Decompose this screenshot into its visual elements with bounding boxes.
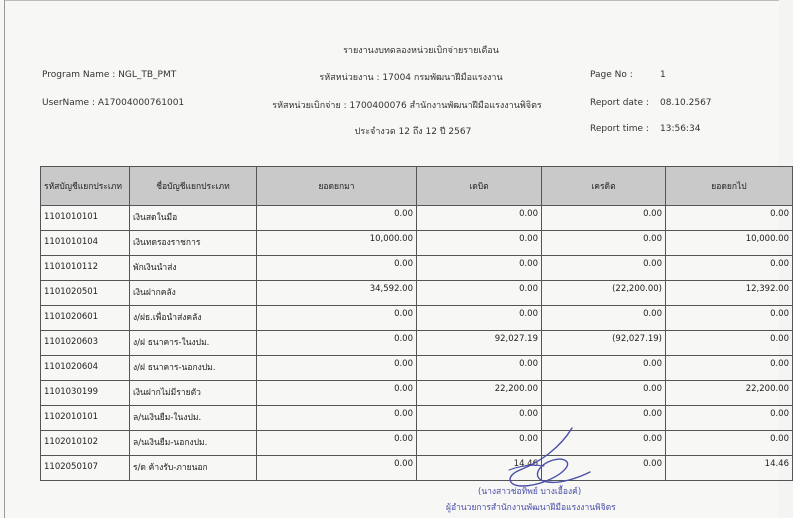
table-row <box>41 206 793 231</box>
table-row <box>41 456 793 481</box>
debit-amount: 0.00 <box>417 306 542 331</box>
carried-forward-amount: 12,392.00 <box>666 281 793 306</box>
report-date-label: Report date : <box>590 98 649 108</box>
column-header-brought-forward: ยอดยกมา <box>257 167 417 206</box>
agency: รหัสหน่วยงาน : 17004 กรมพัฒนาฝีมือแรงงาน <box>319 73 503 83</box>
account-code: 1102010102 <box>41 431 130 456</box>
credit-amount: 0.00 <box>542 306 666 331</box>
account-name: ง/ฝ ธนาคาร-นอกงปม. <box>130 356 257 381</box>
debit-amount: 0.00 <box>417 431 542 456</box>
credit-amount: 0.00 <box>542 256 666 281</box>
debit-amount: 0.00 <box>417 206 542 231</box>
credit-amount: 0.00 <box>542 406 666 431</box>
report-period: ประจำงวด 12 ถึง 12 ปี 2567 <box>354 127 472 137</box>
account-name: เงินฝากไม่มีรายตัว <box>130 381 257 406</box>
brought-forward-amount: 0.00 <box>257 206 417 231</box>
column-header-account-name: ชื่อบัญชีแยกประเภท <box>130 167 257 206</box>
debit-amount: 0.00 <box>417 406 542 431</box>
account-name: ล/นเงินยืม-ในงปม. <box>130 406 257 431</box>
column-header-account-code: รหัสบัญชีแยกประเภท <box>41 167 130 206</box>
trial-balance-table <box>40 166 793 481</box>
debit-amount: 14.46 <box>417 456 542 481</box>
table-row <box>41 406 793 431</box>
brought-forward-amount: 0.00 <box>257 356 417 381</box>
carried-forward-amount: 22,200.00 <box>666 381 793 406</box>
carried-forward-amount: 0.00 <box>666 331 793 356</box>
brought-forward-amount: 0.00 <box>257 306 417 331</box>
brought-forward-amount: 0.00 <box>257 256 417 281</box>
report-date-value: 08.10.2567 <box>660 98 712 108</box>
signer-name: (นางสาวช่อทิพย์ บางเอื้องค์) <box>478 487 582 497</box>
carried-forward-amount: 0.00 <box>666 206 793 231</box>
debit-amount: 22,200.00 <box>417 381 542 406</box>
table-row <box>41 431 793 456</box>
carried-forward-amount: 0.00 <box>666 306 793 331</box>
credit-amount: 0.00 <box>542 381 666 406</box>
brought-forward-amount: 0.00 <box>257 381 417 406</box>
debit-amount: 0.00 <box>417 281 542 306</box>
credit-amount: (92,027.19) <box>542 331 666 356</box>
carried-forward-amount: 0.00 <box>666 431 793 456</box>
account-code: 1101010112 <box>41 256 130 281</box>
page-top-edge <box>4 0 779 1</box>
debit-amount: 0.00 <box>417 231 542 256</box>
table-row <box>41 281 793 306</box>
brought-forward-amount: 34,592.00 <box>257 281 417 306</box>
carried-forward-amount: 0.00 <box>666 256 793 281</box>
disbursing-unit: รหัสหน่วยเบิกจ่าย : 1700400076 สำนักงานพัฒนาฝีมือแรงงานพิจิตร <box>272 101 542 111</box>
table-row <box>41 356 793 381</box>
account-name: เงินทดรองราชการ <box>130 231 257 256</box>
brought-forward-amount: 0.00 <box>257 431 417 456</box>
account-name: เงินฝากคลัง <box>130 281 257 306</box>
page-number-value: 1 <box>660 70 666 80</box>
page-number-label: Page No : <box>590 70 633 80</box>
column-header-credit: เครดิต <box>542 167 666 206</box>
carried-forward-amount: 14.46 <box>666 456 793 481</box>
user-name: UserName : A17004000761001 <box>42 98 185 108</box>
brought-forward-amount: 10,000.00 <box>257 231 417 256</box>
table-row <box>41 331 793 356</box>
account-code: 1101020601 <box>41 306 130 331</box>
account-code: 1101010101 <box>41 206 130 231</box>
account-code: 1101020603 <box>41 331 130 356</box>
account-name: พักเงินนำส่ง <box>130 256 257 281</box>
account-code: 1101010104 <box>41 231 130 256</box>
column-header-debit: เดบิต <box>417 167 542 206</box>
table-row <box>41 381 793 406</box>
brought-forward-amount: 0.00 <box>257 331 417 356</box>
carried-forward-amount: 10,000.00 <box>666 231 793 256</box>
account-code: 1101020501 <box>41 281 130 306</box>
signer-title: ผู้อำนวยการสำนักงานพัฒนาฝีมือแรงงานพิจิตร <box>446 503 616 513</box>
account-code: 1102050107 <box>41 456 130 481</box>
brought-forward-amount: 0.00 <box>257 456 417 481</box>
credit-amount: 0.00 <box>542 231 666 256</box>
credit-amount: 0.00 <box>542 356 666 381</box>
account-name: ล/นเงินยืม-นอกงปม. <box>130 431 257 456</box>
report-time-value: 13:56:34 <box>660 124 701 134</box>
account-code: 1101030199 <box>41 381 130 406</box>
report-title: รายงานงบทดลองหน่วยเบิกจ่ายรายเดือน <box>343 46 499 56</box>
table-row <box>41 231 793 256</box>
table-header-row <box>41 167 793 206</box>
credit-amount: 0.00 <box>542 431 666 456</box>
report-time-label: Report time : <box>590 124 649 134</box>
carried-forward-amount: 0.00 <box>666 356 793 381</box>
account-name: ง/ฝ ธนาคาร-ในงปม. <box>130 331 257 356</box>
credit-amount: (22,200.00) <box>542 281 666 306</box>
account-name: ง/ฝธ.เพื่อนำส่งคลัง <box>130 306 257 331</box>
credit-amount: 0.00 <box>542 456 666 481</box>
debit-amount: 0.00 <box>417 356 542 381</box>
column-header-carried-forward: ยอดยกไป <box>666 167 793 206</box>
credit-amount: 0.00 <box>542 206 666 231</box>
brought-forward-amount: 0.00 <box>257 406 417 431</box>
table-row <box>41 256 793 281</box>
carried-forward-amount: 0.00 <box>666 406 793 431</box>
table-row <box>41 306 793 331</box>
debit-amount: 92,027.19 <box>417 331 542 356</box>
account-code: 1102010101 <box>41 406 130 431</box>
account-name: ร/ด ค้างรับ-ภายนอก <box>130 456 257 481</box>
debit-amount: 0.00 <box>417 256 542 281</box>
program-name: Program Name : NGL_TB_PMT <box>42 70 177 80</box>
account-name: เงินสดในมือ <box>130 206 257 231</box>
account-code: 1101020604 <box>41 356 130 381</box>
page-left-edge <box>4 0 5 518</box>
